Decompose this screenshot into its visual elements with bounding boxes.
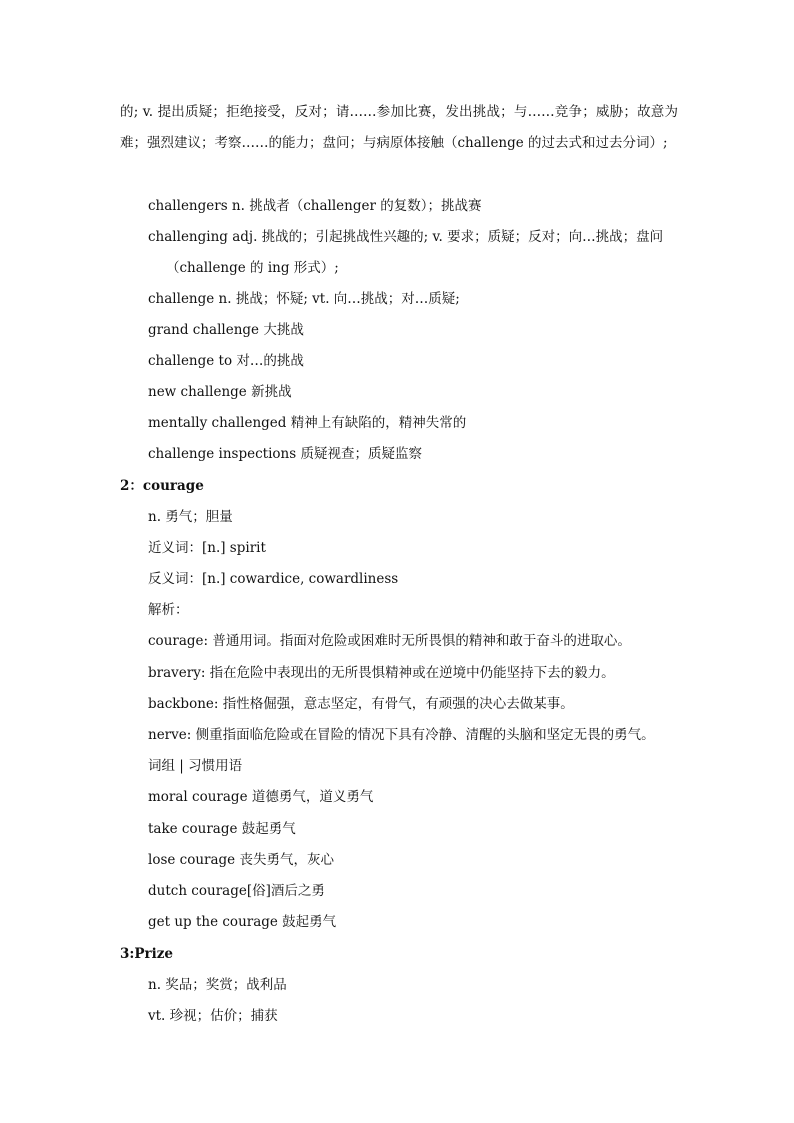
- analysis-nerve: nerve: 侧重指面临危险或在冒险的情况下具有冷静、清醒的头脑和坚定无畏的勇气。: [148, 727, 655, 743]
- phrase-dutch-courage: dutch courage[俗]酒后之勇: [148, 883, 325, 899]
- section-heading-courage: 2：courage: [120, 478, 204, 494]
- challenge-definition-paragraph: 的; v. 提出质疑；拒绝接受，反对；请……参加比赛，发出挑战；与……竞争；威胁；故意为难；强烈建议；考察……的能力；盘问；与病原体接触（challenge 的过去式和过去分词）;: [120, 104, 678, 152]
- courage-antonyms: 反义词：[n.] cowardice, cowardliness: [148, 571, 399, 587]
- entry-challengers: challengers n. 挑战者（challenger 的复数）；挑战赛: [148, 198, 482, 214]
- analysis-courage: courage: 普通用词。指面对危险或困难时无所畏惧的精神和敢于奋斗的进取心。: [148, 633, 631, 649]
- analysis-label: 解析：: [148, 602, 189, 618]
- courage-noun-definition: n. 勇气；胆量: [148, 509, 233, 525]
- phrase-challenge-inspections: challenge inspections 质疑视查；质疑监察: [148, 446, 422, 462]
- analysis-backbone: backbone: 指性格倔强，意志坚定，有骨气，有顽强的决心去做某事。: [148, 696, 574, 712]
- analysis-bravery: bravery: 指在危险中表现出的无所畏惧精神或在逆境中仍能坚持下去的毅力。: [148, 665, 615, 681]
- phrase-mentally-challenged: mentally challenged 精神上有缺陷的，精神失常的: [148, 415, 467, 431]
- phrase-grand-challenge: grand challenge 大挑战: [148, 322, 304, 338]
- phrase-get-up-courage: get up the courage 鼓起勇气: [148, 914, 337, 930]
- prize-noun-definition: n. 奖品；奖赏；战利品: [148, 977, 287, 993]
- section-heading-prize: 3:Prize: [120, 946, 174, 962]
- phrase-challenge-to: challenge to 对…的挑战: [148, 353, 304, 369]
- entry-challenging: challenging adj. 挑战的；引起挑战性兴趣的; v. 要求；质疑；反对；向…挑战；盘问: [148, 229, 664, 245]
- entry-challenge-noun: challenge n. 挑战；怀疑; vt. 向…挑战；对…质疑;: [148, 291, 460, 307]
- courage-synonyms: 近义词：[n.] spirit: [148, 540, 266, 556]
- phrases-label: 词组 | 习惯用语: [148, 758, 243, 774]
- prize-verb-definition: vt. 珍视；估价；捕获: [148, 1008, 278, 1024]
- phrase-new-challenge: new challenge 新挑战: [148, 384, 292, 400]
- phrase-moral-courage: moral courage 道德勇气，道义勇气: [148, 789, 374, 805]
- entry-challenging-continued: （challenge 的 ing 形式）;: [166, 260, 339, 276]
- phrase-lose-courage: lose courage 丧失勇气，灰心: [148, 852, 334, 868]
- phrase-take-courage: take courage 鼓起勇气: [148, 821, 296, 837]
